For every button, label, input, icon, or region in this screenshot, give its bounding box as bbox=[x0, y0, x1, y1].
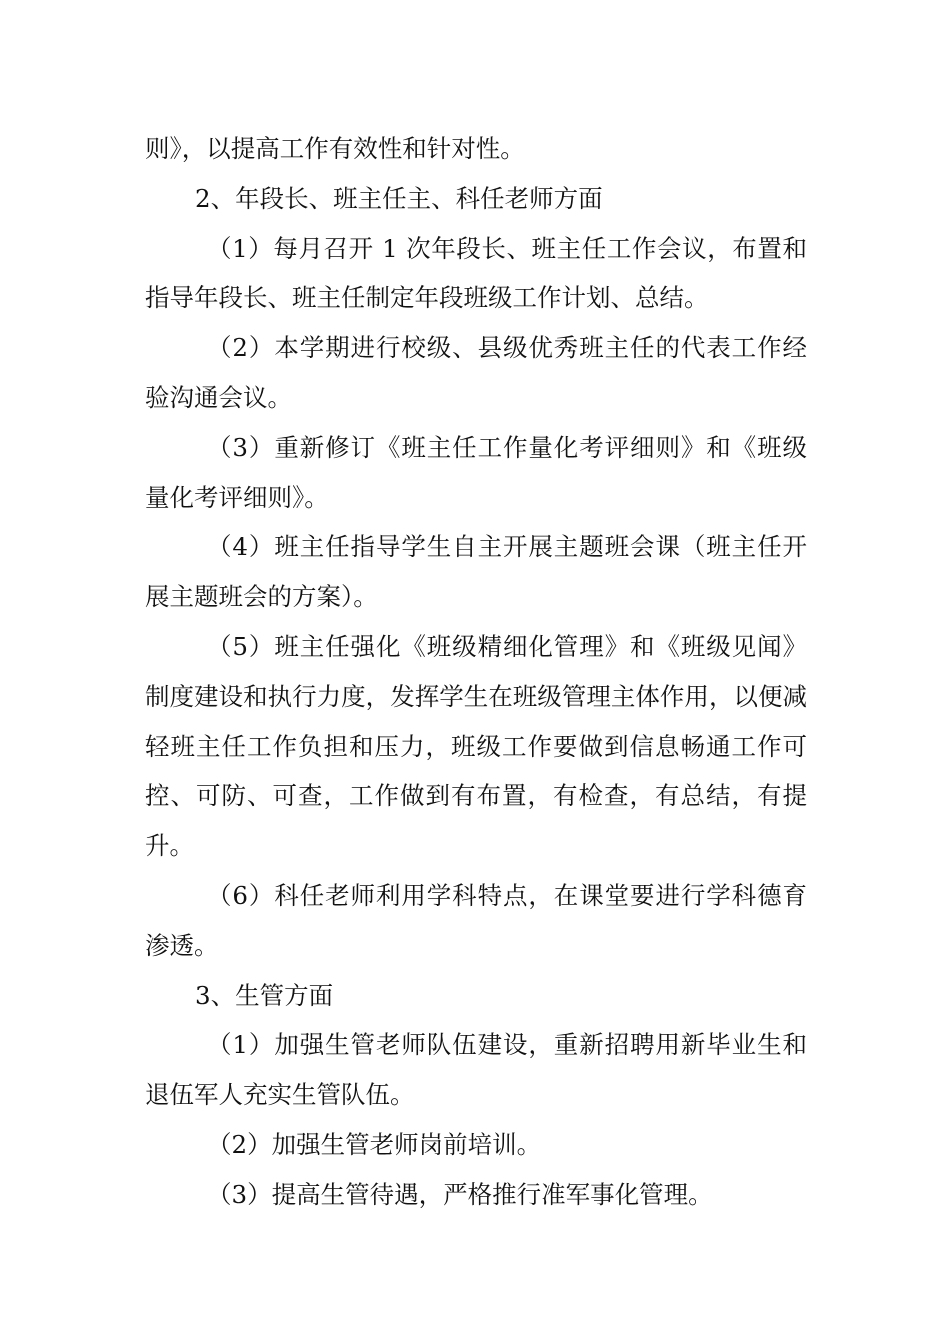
section-heading-2: 2、年段长、班主任主、科任老师方面 bbox=[195, 183, 603, 213]
paragraph-item-2-4: （4）班主任指导学生自主开展主题班会课（班主任开展主题班会的方案）。 bbox=[145, 532, 807, 612]
document-body bbox=[145, 124, 807, 1220]
paragraph-item-2-2: （2）本学期进行校级、县级优秀班主任的代表工作经验沟通会议。 bbox=[145, 333, 807, 412]
paragraph-continuation: 则》，以提高工作有效性和针对性。 bbox=[145, 134, 525, 163]
paragraph-item-3-1: （1）加强生管老师队伍建设，重新招聘用新毕业生和退伍军人充实生管队伍。 bbox=[145, 1030, 807, 1110]
paragraph-item-2-3: （3）重新修订《班主任工作量化考评细则》和《班级量化考评细则》。 bbox=[145, 432, 807, 512]
paragraph-item-2-1: （1）每月召开 1 次年段长、班主任工作会议，布置和指导年段长、班主任制定年段班级工作计划、总结。 bbox=[145, 233, 807, 313]
paragraph-item-2-5: （5）班主任强化《班级精细化管理》和《班级见闻》制度建设和执行力度，发挥学生在班级管理主体作用，以便减轻班主任工作负担和压力，班级工作要做到信息畅通工作可控、可防、可查，工作做到有布置，有检查，有总结，有提升。 bbox=[145, 631, 807, 861]
section-heading-3: 3、生管方面 bbox=[195, 980, 334, 1010]
paragraph-item-3-2: （2）加强生管老师岗前培训。 bbox=[207, 1129, 542, 1159]
paragraph-item-3-3: （3）提高生管待遇，严格推行准军事化管理。 bbox=[207, 1179, 713, 1209]
paragraph-item-2-6: （6）科任老师利用学科特点，在课堂要进行学科德育渗透。 bbox=[145, 880, 807, 960]
